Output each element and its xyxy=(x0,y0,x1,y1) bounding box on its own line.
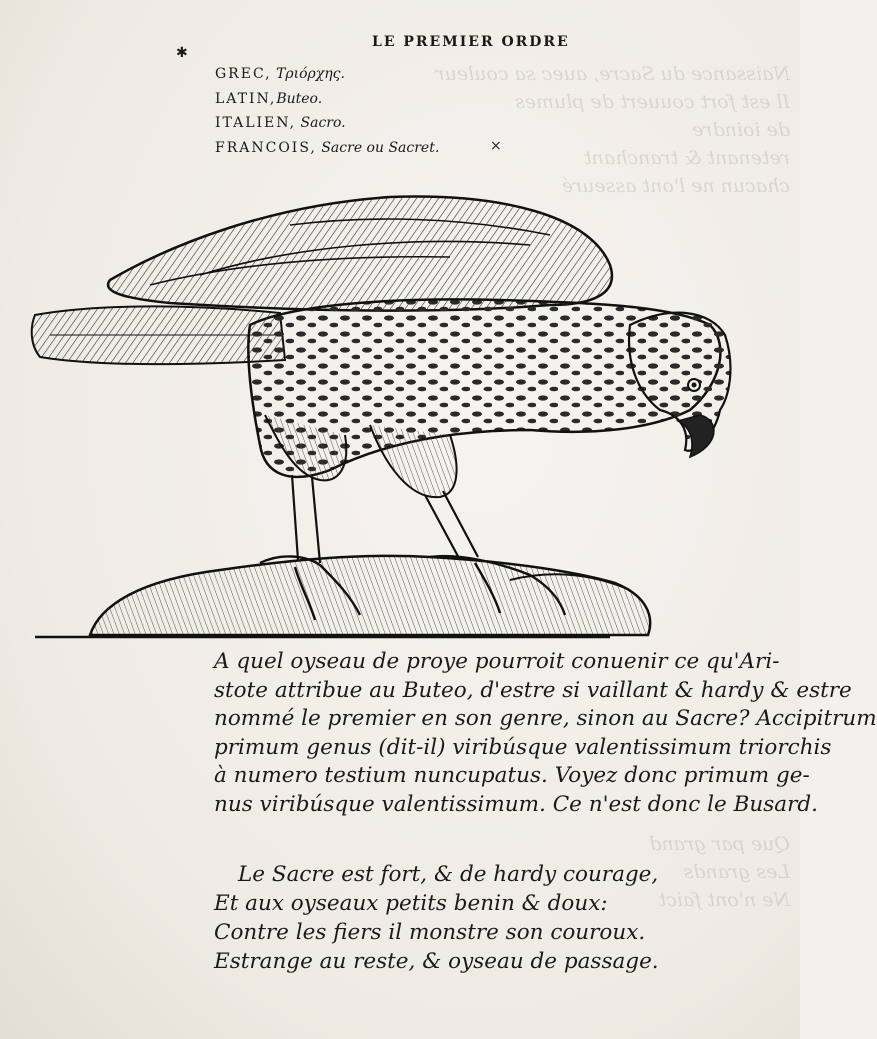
thigh xyxy=(370,425,457,497)
ornament-icon: ✱ xyxy=(176,45,188,61)
language-label: LATIN, xyxy=(215,90,277,107)
show-through-text-2: Que par grand Les grands Ne n'ont faict xyxy=(649,833,790,911)
quatrain xyxy=(214,860,659,976)
bird-names-list xyxy=(215,62,439,160)
language-label: ITALIEN, xyxy=(215,115,297,131)
name-row-italian xyxy=(215,111,439,136)
paragraph-line: nus viribúsque valentissimum. Ce n'est donc le Busard. xyxy=(214,791,818,817)
paragraph-line: primum genus (dit-il) viribúsque valentissimum triorchis xyxy=(214,734,832,760)
name-value: Sacre ou Sacret. xyxy=(321,139,440,156)
paragraph-line: stote attribue au Buteo, d'estre si vaillant & hardy & estre xyxy=(214,677,852,703)
name-row-french xyxy=(215,136,439,161)
name-value: Sacro. xyxy=(300,115,346,131)
rock xyxy=(90,556,650,635)
poem-line: Et aux oyseaux petits benin & doux: xyxy=(214,891,608,916)
name-row-latin xyxy=(215,87,439,112)
paragraph-line: à numero testium nuncupatus. Voyez donc primum ge- xyxy=(214,763,810,789)
name-row-greek xyxy=(215,62,439,87)
paragraph-line: A quel oyseau de proye pourroit conuenir ce qu'Ari- xyxy=(214,649,780,674)
name-value: Buteo. xyxy=(276,90,323,107)
paragraph-line: nommé le premier en son genre, sinon au Sacre? Accipitrum xyxy=(214,706,877,732)
language-label: GREC, xyxy=(215,66,272,82)
poem-line: Le Sacre est fort, & de hardy courage, xyxy=(238,862,659,887)
poem-line: Estrange au reste, & oyseau de passage. xyxy=(214,949,659,974)
margin-mark: × xyxy=(490,138,502,154)
running-header: LE PREMIER ORDRE xyxy=(372,34,570,50)
show-through-text: Naissance du Sacre, auec sa couleur Il est fort couuert de plumes de ioindre retenant & tranchant chacun ne l'ont asseuré xyxy=(435,63,790,197)
wing xyxy=(108,197,612,311)
description-paragraph xyxy=(214,648,877,820)
name-value: Τριόρχης. xyxy=(276,66,345,82)
sacre-falcon-woodcut-icon xyxy=(30,185,760,645)
head xyxy=(629,313,730,451)
language-label: FRANCOIS, xyxy=(215,139,317,156)
poem-line: Contre les fiers il monstre son couroux. xyxy=(214,920,646,945)
